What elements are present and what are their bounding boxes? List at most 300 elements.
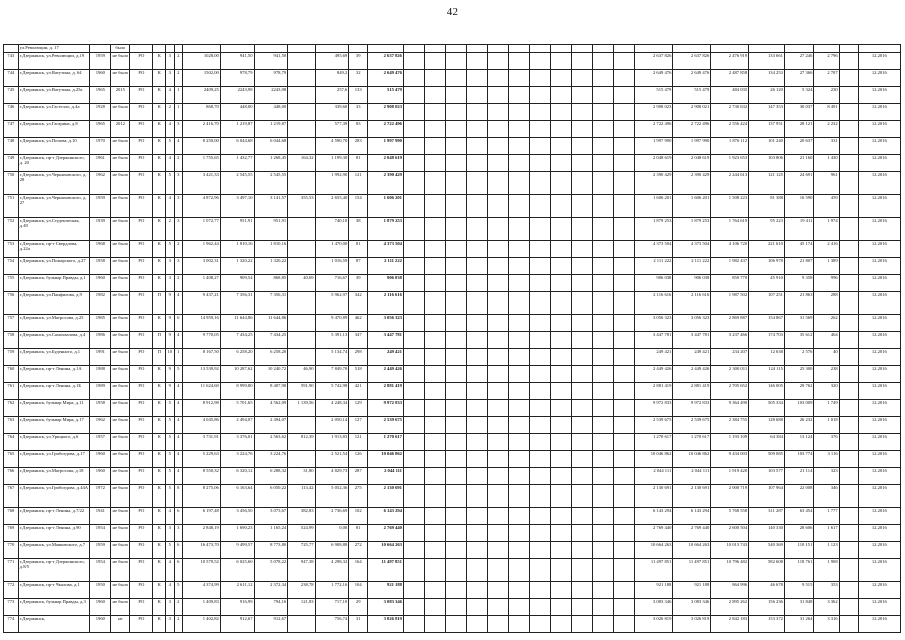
empty-cell <box>614 417 635 434</box>
fund-method-cell: РО <box>130 138 153 155</box>
wall-material-cell: К <box>153 525 166 542</box>
table-row <box>4 525 901 542</box>
empty-cell <box>572 275 593 292</box>
empty-cell <box>593 292 614 315</box>
floors-cell: 5 <box>166 451 174 468</box>
nonresidential-area-cell <box>288 258 315 275</box>
empty-cell <box>425 70 446 87</box>
cost-cell: 3 116 <box>814 451 839 468</box>
cost-cell: 6 143 294 <box>673 508 711 525</box>
empty-cell <box>593 241 614 258</box>
fund-method-cell: РО <box>130 417 153 434</box>
empty-cell <box>403 70 424 87</box>
empty-cell <box>572 485 593 508</box>
empty-cell <box>488 383 509 400</box>
empty-cell <box>488 275 509 292</box>
total-area-cell: 2 848,19 <box>182 525 220 542</box>
address-cell: г.Дзержинск, пр-т Ленина, д.1Б <box>18 383 90 400</box>
address-cell: г.Дзержинск, пр-т Дзержинского, д. 20 <box>18 155 90 172</box>
entrances-cell: 2 <box>174 53 182 70</box>
fund-method-cell: РО <box>130 104 153 121</box>
empty-cell <box>614 616 635 633</box>
living-area-cell: 941,50 <box>220 53 254 70</box>
cost-cell: 1 764 619 <box>711 218 749 241</box>
empty-cell <box>403 315 424 332</box>
empty-cell <box>467 172 488 195</box>
fund-method-cell: РО <box>130 87 153 104</box>
empty-cell <box>467 332 488 349</box>
table-row <box>4 292 901 315</box>
empty-cell <box>446 87 467 104</box>
empty-cell <box>614 434 635 451</box>
total-cost-cell: 11 497 851 <box>368 559 404 582</box>
empty-cell <box>614 400 635 417</box>
empty-cell <box>551 104 572 121</box>
cost-cell: 2 707 <box>814 70 839 87</box>
empty-cell <box>509 87 530 104</box>
empty-cell <box>467 366 488 383</box>
floors-cell: 9 <box>166 366 174 383</box>
entrances-cell: 3 <box>174 172 182 195</box>
residential-area-cell: 6 258,20 <box>254 349 288 366</box>
common-area-cell: 4 298,32 <box>315 559 349 582</box>
entrances-cell: 5 <box>174 366 182 383</box>
living-area-cell: 1 432,77 <box>220 155 254 172</box>
cost-cell: 2 300 011 <box>711 366 749 383</box>
completion-date-cell: 12.2016 <box>858 383 900 400</box>
residents-cell: 33 <box>349 104 368 121</box>
cost-cell: 1 777 <box>814 508 839 525</box>
residential-area-cell: 1 219,87 <box>254 121 288 138</box>
empty-cell <box>839 599 858 616</box>
address-cell: г.Дзержинск, бульвар Правды, д.1 <box>18 275 90 292</box>
empty-cell <box>551 468 572 485</box>
cost-cell: 2 769 440 <box>635 525 673 542</box>
total-area-cell: 1502,00 <box>182 70 220 87</box>
cost-cell: 4 106 720 <box>711 241 749 258</box>
wall-material-cell: К <box>153 121 166 138</box>
cost-cell: 331 <box>814 138 839 155</box>
row-number-cell: 766 <box>4 468 19 485</box>
address-cell: г.Дзержинск, ул.Матросова, д.25 <box>18 315 90 332</box>
wall-material-cell: П <box>153 292 166 315</box>
completion-date-cell: 12.2016 <box>858 525 900 542</box>
cost-cell: 221 610 <box>749 241 785 258</box>
empty-cell <box>425 241 446 258</box>
empty-cell <box>614 195 635 218</box>
empty-cell <box>551 349 572 366</box>
total-cost-cell: 1 606 201 <box>368 195 404 218</box>
empty-cell <box>446 172 467 195</box>
nonresidential-area-cell <box>288 349 315 366</box>
year-built-cell: 1965 <box>90 87 111 104</box>
cost-cell: 1 270 617 <box>673 434 711 451</box>
total-cost-cell: 1 270 617 <box>368 434 404 451</box>
table-row <box>4 508 901 525</box>
cost-cell: 2 869 887 <box>711 315 749 332</box>
empty-cell <box>572 53 593 70</box>
empty-cell <box>467 275 488 292</box>
address-cell: г.Дзержинск, ул.Ватутина, д. 64 <box>18 70 90 87</box>
empty-cell <box>425 349 446 366</box>
empty-cell <box>572 332 593 349</box>
wall-material-cell: К <box>153 542 166 559</box>
completion-date-cell: 12.2016 <box>858 400 900 417</box>
year-repair-cell: не было <box>111 542 130 559</box>
address-cell: г.Дзержинск, ул.Пожарского, д.27 <box>18 258 90 275</box>
residential-area-cell: 11 644,86 <box>254 315 288 332</box>
empty-cell <box>488 451 509 468</box>
empty-cell <box>593 417 614 434</box>
floors-cell: 9 <box>166 315 174 332</box>
empty-cell <box>425 508 446 525</box>
cost-cell: 1 923 653 <box>711 155 749 172</box>
empty-cell <box>551 599 572 616</box>
common-area-cell: 2 655,40 <box>315 195 349 218</box>
empty-cell <box>530 468 551 485</box>
entrances-cell: 4 <box>174 451 182 468</box>
cost-cell: 31 848 <box>784 599 813 616</box>
total-area-cell: 5 229,63 <box>182 451 220 468</box>
empty-cell <box>509 315 530 332</box>
completion-date-cell: 12.2016 <box>858 434 900 451</box>
empty-cell <box>467 70 488 87</box>
empty-cell <box>839 87 858 104</box>
cost-cell: 2 637 826 <box>635 53 673 70</box>
year-built-cell: 1989 <box>90 383 111 400</box>
empty-cell <box>530 70 551 87</box>
year-built-cell: 1960 <box>90 616 111 633</box>
total-area-cell: 1 962,44 <box>182 241 220 258</box>
total-cost-cell: 6 143 294 <box>368 508 404 525</box>
empty-cell <box>839 195 858 218</box>
entrances-cell: 4 <box>174 138 182 155</box>
wall-material-cell: П <box>153 349 166 366</box>
empty-cell <box>593 485 614 508</box>
empty-cell <box>551 258 572 275</box>
fund-method-cell: РО <box>130 53 153 70</box>
cost-cell: 103 806 <box>749 155 785 172</box>
nonresidential-area-cell <box>288 172 315 195</box>
empty-cell <box>509 275 530 292</box>
entrances-cell: 2 <box>174 275 182 292</box>
empty-cell <box>839 366 858 383</box>
cost-cell: 464 <box>814 332 839 349</box>
total-cost-cell: 2 111 222 <box>368 258 404 275</box>
empty-cell <box>839 315 858 332</box>
empty-cell <box>403 121 424 138</box>
living-area-cell: 11 644,86 <box>220 315 254 332</box>
empty-cell <box>593 434 614 451</box>
entrances-cell: 2 <box>174 616 182 633</box>
fund-method-cell: РО <box>130 218 153 241</box>
empty-cell <box>593 332 614 349</box>
address-cell: г.Дзержинск, пр-т Ленина, д.1А <box>18 366 90 383</box>
residential-area-cell: 2 545,55 <box>254 172 288 195</box>
empty-cell <box>467 87 488 104</box>
year-repair-cell: не было <box>111 417 130 434</box>
completion-date-cell: 12.2016 <box>858 155 900 172</box>
year-built-cell: 1962 <box>90 172 111 195</box>
empty-cell <box>403 434 424 451</box>
year-repair-cell: не было <box>111 451 130 468</box>
empty-cell <box>530 138 551 155</box>
empty-cell <box>467 121 488 138</box>
empty-cell <box>425 542 446 559</box>
nonresidential-area-cell <box>288 138 315 155</box>
built-cell: было <box>111 45 130 53</box>
cost-cell: 2 637 826 <box>673 53 711 70</box>
year-built-cell: 1991 <box>90 349 111 366</box>
wall-material-cell: К <box>153 434 166 451</box>
empty-cell <box>530 172 551 195</box>
empty-cell <box>446 508 467 525</box>
entrances-cell: 4 <box>174 417 182 434</box>
empty-cell <box>839 70 858 87</box>
year-repair-cell: не было <box>111 599 130 616</box>
cost-cell: 3 316 <box>814 616 839 633</box>
row-number-cell: 748 <box>4 138 19 155</box>
row-number-cell: 772 <box>4 582 19 599</box>
empty-cell <box>403 218 424 241</box>
empty-cell <box>446 218 467 241</box>
cost-cell: 1 876 112 <box>711 138 749 155</box>
total-cost-cell: 4 373 504 <box>368 241 404 258</box>
floors-cell: 3 <box>166 599 174 616</box>
cost-cell: 16 590 <box>784 195 813 218</box>
cost-cell: 46 678 <box>749 582 785 599</box>
empty-cell <box>551 332 572 349</box>
empty-cell <box>509 451 530 468</box>
empty-cell <box>467 155 488 172</box>
wall-material-cell: К <box>153 400 166 417</box>
floors-cell: 5 <box>166 485 174 508</box>
empty-cell <box>488 599 509 616</box>
residential-area-cell: 2 563,62 <box>254 434 288 451</box>
table-row <box>4 332 901 349</box>
table-row <box>4 172 901 195</box>
empty-cell <box>467 104 488 121</box>
empty-cell <box>403 155 424 172</box>
empty-cell <box>403 559 424 582</box>
empty-cell <box>593 315 614 332</box>
empty-cell <box>403 582 424 599</box>
address-cell: г.Дзержинск, пр-т Дзержинского, д.8/5 <box>18 559 90 582</box>
cost-cell: 147 353 <box>749 104 785 121</box>
empty-cell <box>551 275 572 292</box>
address-cell: г.Дзержинск, пр-т Чкалова, д.1 <box>18 582 90 599</box>
empty-cell <box>614 53 635 70</box>
year-built-cell: 1960 <box>90 451 111 468</box>
residents-cell: 81 <box>349 525 368 542</box>
total-cost-cell: 2 881 419 <box>368 383 404 400</box>
empty-cell <box>467 138 488 155</box>
total-cost-cell: 2 390 429 <box>368 172 404 195</box>
empty-cell <box>467 559 488 582</box>
floors-cell: 4 <box>166 508 174 525</box>
total-cost-cell: 515 479 <box>368 87 404 104</box>
completion-date-cell: 12.2016 <box>858 87 900 104</box>
entrances-cell: 4 <box>174 383 182 400</box>
empty-cell <box>551 582 572 599</box>
empty-cell <box>572 468 593 485</box>
cost-cell: 2 730 632 <box>711 104 749 121</box>
residential-area-cell: 794,16 <box>254 599 288 616</box>
cost-cell: 2 390 429 <box>673 172 711 195</box>
entrances-cell: 3 <box>174 195 182 218</box>
residents-cell: 462 <box>349 315 368 332</box>
empty-cell <box>551 87 572 104</box>
empty-cell <box>403 400 424 417</box>
empty-cell <box>403 508 424 525</box>
cost-cell: 2 539 675 <box>635 417 673 434</box>
cost-cell: 24 691 <box>784 172 813 195</box>
empty-cell <box>403 383 424 400</box>
living-area-cell: 3 497,10 <box>220 195 254 218</box>
address-cell: г.Дзержинск, ул.Матросова, д.18 <box>18 468 90 485</box>
nonresidential-area-cell <box>288 616 315 633</box>
address-cell: г.Дзержинск, ул.Урицкого, д.6 <box>18 434 90 451</box>
year-repair-cell: не было <box>111 275 130 292</box>
cost-cell: 2 116 616 <box>635 292 673 315</box>
nonresidential-area-cell <box>288 417 315 434</box>
residents-cell: 104 <box>349 582 368 599</box>
total-area-cell: 2409,25 <box>182 87 220 104</box>
row-number-cell: 759 <box>4 349 19 366</box>
residents-cell: 421 <box>349 383 368 400</box>
address-cell: г.Дзержинск, ул.Студенческая, д.49 <box>18 218 90 241</box>
cost-cell: 26 120 <box>749 87 785 104</box>
residential-area-cell: 6 044,68 <box>254 138 288 155</box>
residents-cell: 121 <box>349 434 368 451</box>
empty-cell <box>425 485 446 508</box>
cost-cell: 353 <box>814 582 839 599</box>
cost-cell: 2 796 <box>814 53 839 70</box>
empty-cell <box>488 582 509 599</box>
year-repair-cell: не было <box>111 172 130 195</box>
completion-date-cell: 12.2016 <box>858 417 900 434</box>
living-area-cell: 7 434,25 <box>220 332 254 349</box>
living-area-cell: 912,67 <box>220 616 254 633</box>
cost-cell: 81 388 <box>749 195 785 218</box>
empty-cell <box>572 366 593 383</box>
floors-cell: 4 <box>166 195 174 218</box>
empty-cell <box>530 275 551 292</box>
year-built-cell: 1960 <box>90 599 111 616</box>
empty-cell <box>467 582 488 599</box>
empty-cell <box>593 582 614 599</box>
empty-cell <box>839 525 858 542</box>
empty-cell <box>403 104 424 121</box>
total-cost-cell: 2 044 111 <box>368 468 404 485</box>
fund-method-cell: РО <box>130 349 153 366</box>
empty-cell <box>593 559 614 582</box>
total-area-cell: 1 409,83 <box>182 599 220 616</box>
total-area-cell: 9 770,05 <box>182 332 220 349</box>
empty-cell <box>403 195 424 218</box>
row-number-cell: 765 <box>4 451 19 468</box>
cost-cell: 1 430 <box>814 155 839 172</box>
cost-cell: 3 026 819 <box>673 616 711 633</box>
floors-cell: 5 <box>166 172 174 195</box>
cost-cell: 1 879 253 <box>635 218 673 241</box>
year-repair-cell: не было <box>111 349 130 366</box>
empty-cell <box>572 87 593 104</box>
total-cost-cell: 9 972 833 <box>368 400 404 417</box>
empty-cell <box>572 400 593 417</box>
cost-cell: 996 <box>814 275 839 292</box>
year-built-cell: 1959 <box>90 542 111 559</box>
empty-cell <box>551 155 572 172</box>
residents-cell: 81 <box>349 155 368 172</box>
fund-method-cell: РО <box>130 582 153 599</box>
cost-cell: 63 454 <box>784 508 813 525</box>
empty-cell <box>551 542 572 559</box>
entrances-cell: 8 <box>174 485 182 508</box>
empty-cell <box>839 508 858 525</box>
empty-cell <box>403 292 424 315</box>
empty-cell <box>403 53 424 70</box>
nonresidential-area-cell: 382,83 <box>288 508 315 525</box>
residential-area-cell: 3 073,67 <box>254 508 288 525</box>
total-area-cell: 11 624,60 <box>182 383 220 400</box>
residential-area-cell: 4 562,09 <box>254 400 288 417</box>
empty-cell <box>572 155 593 172</box>
empty-cell <box>425 53 446 70</box>
address-cell: г.Дзержинск, пр-т Свердлова, д.22а <box>18 241 90 258</box>
empty-cell <box>593 400 614 417</box>
empty-cell <box>593 155 614 172</box>
empty-cell <box>425 616 446 633</box>
cost-cell: 3 026 819 <box>635 616 673 633</box>
completion-date-cell: 12.2016 <box>858 195 900 218</box>
common-area-cell: 5 134,74 <box>315 349 349 366</box>
cost-cell: 1 982 437 <box>711 258 749 275</box>
floors-cell: 4 <box>166 582 174 599</box>
floors-cell: 4 <box>166 559 174 582</box>
entrances-cell: 1 <box>174 87 182 104</box>
table-row <box>4 542 901 559</box>
total-area-cell: 13 539,92 <box>182 366 220 383</box>
empty-cell <box>593 53 614 70</box>
common-area-cell: 495,69 <box>315 53 349 70</box>
residential-area-cell: 1 165,24 <box>254 525 288 542</box>
empty-cell <box>530 87 551 104</box>
residents-cell: 154 <box>349 195 368 218</box>
address-cell: г.Дзержинск, <box>18 616 90 633</box>
cost-cell: 174 703 <box>749 332 785 349</box>
common-area-cell: 717,10 <box>315 599 349 616</box>
empty-cell <box>614 104 635 121</box>
empty-cell <box>446 383 467 400</box>
cost-cell: 2 576 <box>784 349 813 366</box>
nonresidential-area-cell <box>288 121 315 138</box>
empty-cell <box>572 104 593 121</box>
empty-cell <box>530 616 551 633</box>
floors-cell: 5 <box>166 241 174 258</box>
empty-cell <box>425 258 446 275</box>
empty-cell <box>446 616 467 633</box>
cost-cell: 8 491 <box>814 104 839 121</box>
empty-cell <box>403 417 424 434</box>
residents-cell: 121 <box>349 172 368 195</box>
floors-cell: 5 <box>166 138 174 155</box>
residential-area-cell: 941,50 <box>254 53 288 70</box>
empty-cell <box>572 241 593 258</box>
cost-cell: 3 056 323 <box>635 315 673 332</box>
cost-cell: 26 232 <box>784 417 813 434</box>
year-repair-cell: не было <box>111 70 130 87</box>
